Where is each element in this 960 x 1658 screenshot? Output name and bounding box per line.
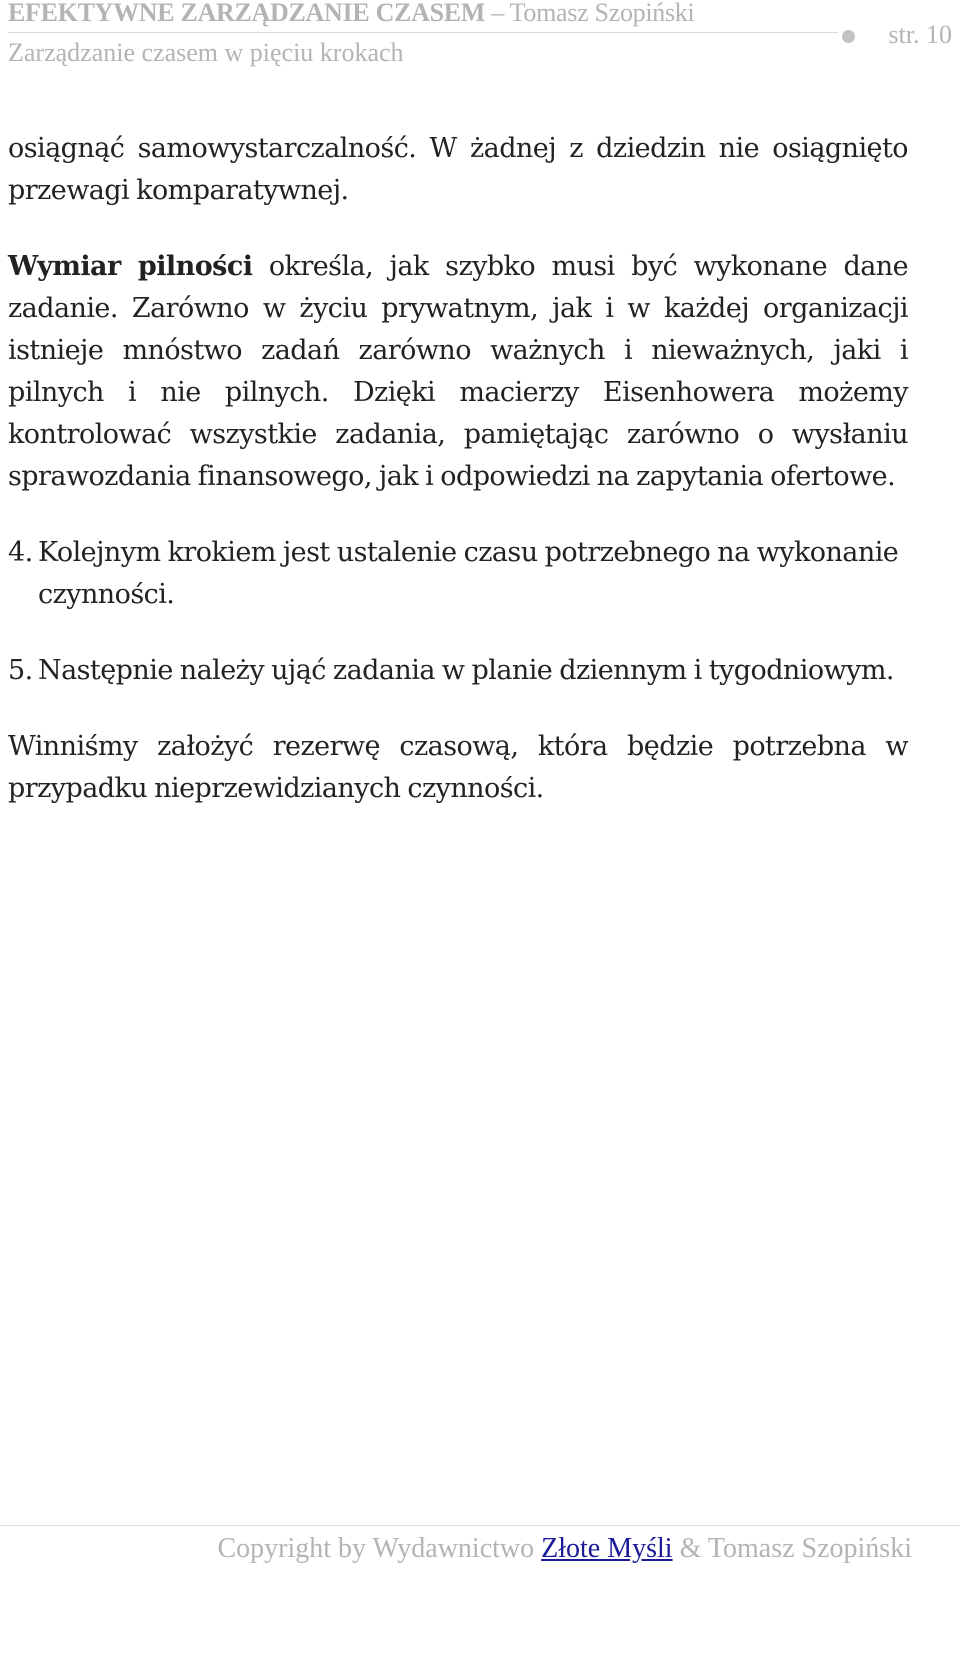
book-title-line [8,0,694,28]
author-name: Tomasz Szopiński [509,0,695,27]
list-number: 4. [8,537,33,568]
copyright-prefix: Copyright by Wydawnictwo [217,1533,542,1564]
paragraph-urgency [8,246,908,498]
footer-divider [0,1525,960,1526]
chapter-title: Zarządzanie czasem w pięciu krokach [8,38,404,67]
copyright-suffix: & Tomasz Szopiński [672,1533,912,1564]
bullet-dot-icon [842,30,855,43]
list-item [8,650,908,692]
paragraph-line: przewagi komparatywnej. [8,175,349,206]
page-header [8,0,952,80]
title-separator: – [485,0,510,27]
list-item-text: Następnie należy ująć zadania w planie dziennym i tygodniowym. [38,655,894,686]
paragraph-text: określa, jak szybko musi być wykonane dane zadanie. Zarówno w życiu prywatnym, jak i w każdej organizacji istnieje mnóstwo zadań zarówno ważnych i nieważnych, jaki i pilnych i nie pilnych. Dzięki macierzy Eisenhowera możemy kontrolować wszystkie zadania, pamiętając zarówno o wysłaniu sprawozdania finansowego, jak i odpowiedzi na zapytania ofertowe. [8,251,909,492]
header-divider [8,32,838,33]
list-item-text: Kolejnym krokiem jest ustalenie czasu potrzebnego na wykonanie czynności. [38,537,899,610]
paragraph-line: osiągnąć samowystarczalność. W żadnej z dziedzin nie osiągnięto [8,133,908,164]
paragraph-continuation [8,128,908,212]
page-body [8,128,908,844]
list-number: 5. [8,655,33,686]
paragraph-reserve: Winniśmy założyć rezerwę czasową, która będzie potrzebna w przypadku nieprzewidzianych czynności. [8,731,908,804]
book-title: EFEKTYWNE ZARZĄDZANIE CZASEM [8,0,486,27]
bold-term: Wymiar pilności [8,251,253,282]
page-number: str. 10 [888,20,952,49]
page-footer [0,1533,912,1565]
publisher-link[interactable]: Złote Myśli [541,1533,673,1564]
list-item [8,532,908,616]
